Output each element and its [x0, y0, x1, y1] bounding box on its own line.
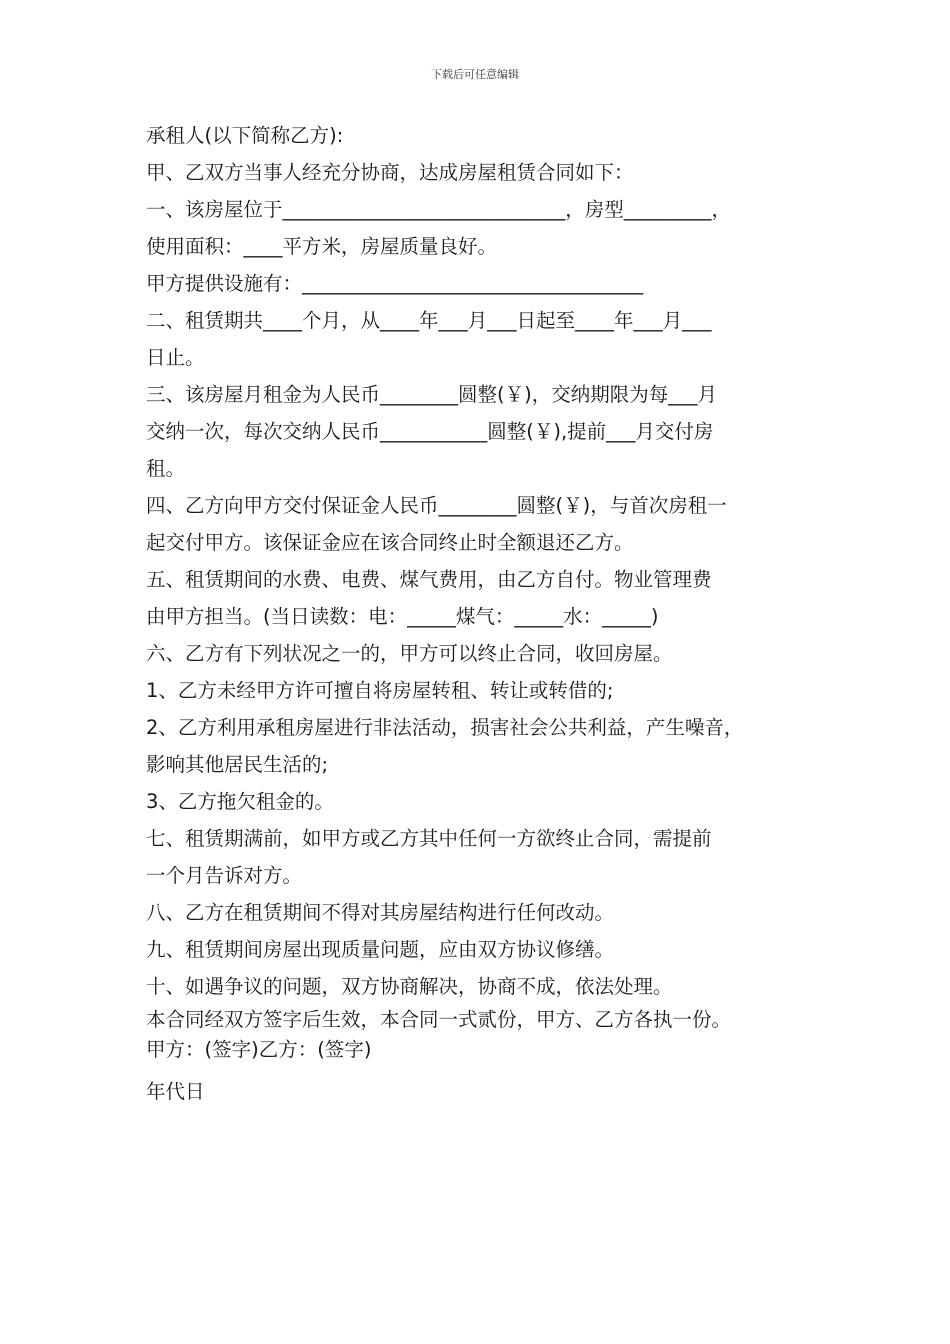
contract-line: 承租人(以下简称乙方): [146, 124, 344, 147]
contract-line: 起交付甲方。该保证金应在该合同终止时全额退还乙方。 [146, 531, 634, 554]
contract-line: 本合同经双方签字后生效，本合同一式贰份，甲方、乙方各执一份。 [146, 1008, 732, 1031]
contract-line: 租。 [146, 457, 186, 480]
contract-line: 七、租赁期满前，如甲方或乙方其中任何一方欲终止合同，需提前 [146, 827, 712, 850]
contract-line: 三、该房屋月租金为人民币________圆整(￥)，交纳期限为每___月 [146, 383, 717, 406]
contract-line: 四、乙方向甲方交付保证金人民币________圆整(￥)，与首次房租一 [146, 494, 727, 517]
contract-line: 由甲方担当。(当日读数：电：_____煤气：_____水：_____) [146, 605, 659, 628]
contract-line: 影响其他居民生活的; [146, 753, 329, 776]
contract-line: 一、该房屋位于_____________________________，房型_________， [146, 198, 732, 221]
contract-line: 甲、乙双方当事人经充分协商，达成房屋租赁合同如下： [146, 161, 634, 184]
signature-line: 甲方：(签字)乙方：(签字) [146, 1038, 372, 1061]
contract-line: 十、如遇争议的问题，双方协商解决，协商不成，依法处理。 [146, 975, 673, 998]
contract-body [146, 122, 826, 1106]
contract-line: 使用面积：____平方米，房屋质量良好。 [146, 235, 498, 258]
contract-line: 二、租赁期共____个月，从____年___月___日起至____年___月___ [146, 309, 712, 332]
contract-line: 六、乙方有下列状况之一的，甲方可以终止合同，收回房屋。 [146, 642, 673, 665]
contract-line: 2、乙方利用承租房屋进行非法活动，损害社会公共利益，产生噪音， [146, 716, 744, 739]
page-header: 下载后可任意编辑 [431, 68, 519, 81]
contract-line: 八、乙方在租赁期间不得对其房屋结构进行任何改动。 [146, 901, 615, 924]
contract-line: 日止。 [146, 346, 205, 369]
contract-line: 一个月告诉对方。 [146, 864, 303, 887]
contract-line: 3、乙方拖欠租金的。 [146, 790, 334, 813]
contract-line: 交纳一次，每次交纳人民币___________圆整(￥),提前___月交付房 [146, 420, 714, 443]
contract-line: 1、乙方未经甲方许可擅自将房屋转租、转让或转借的; [146, 679, 614, 702]
contract-line: 甲方提供设施有：___________________________________ [146, 272, 644, 295]
date-line: 年代日 [146, 1080, 205, 1103]
contract-line: 九、租赁期间房屋出现质量问题，应由双方协议修缮。 [146, 938, 615, 961]
contract-line: 五、租赁期间的水费、电费、煤气费用，由乙方自付。物业管理费 [146, 568, 712, 591]
